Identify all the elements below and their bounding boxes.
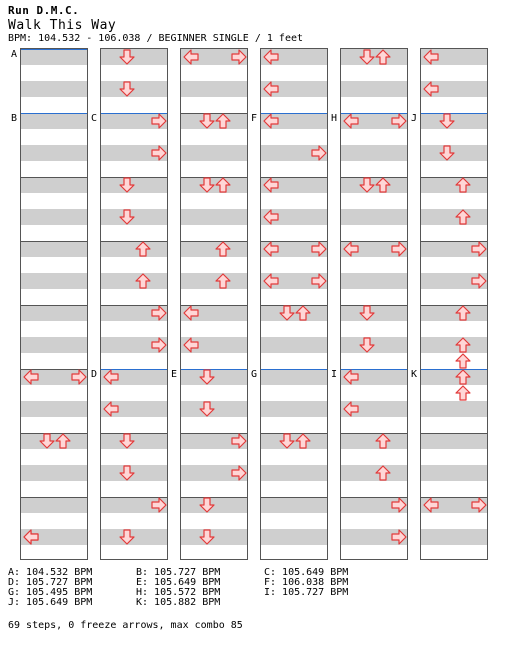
beat-stripe: [21, 305, 87, 321]
down-arrow-icon: [359, 337, 375, 353]
left-arrow-icon: [423, 497, 439, 513]
beat-stripe: [181, 209, 247, 225]
up-arrow-icon: [215, 113, 231, 129]
left-arrow-icon: [263, 273, 279, 289]
right-arrow-icon: [231, 433, 247, 449]
left-arrow-icon: [103, 369, 119, 385]
chart-column: [260, 48, 328, 560]
beat-stripe: [341, 81, 407, 97]
measure-line: [421, 177, 487, 178]
right-arrow-icon: [231, 465, 247, 481]
bpm-change-line: [421, 369, 487, 370]
down-arrow-icon: [199, 177, 215, 193]
beat-stripe: [21, 401, 87, 417]
left-arrow-icon: [263, 49, 279, 65]
up-arrow-icon: [295, 305, 311, 321]
beat-stripe: [421, 369, 487, 385]
right-arrow-icon: [471, 273, 487, 289]
beat-stripe: [181, 145, 247, 161]
left-arrow-icon: [103, 401, 119, 417]
up-arrow-icon: [455, 337, 471, 353]
left-arrow-icon: [343, 401, 359, 417]
bpm-marker-label: J: [411, 113, 418, 124]
measure-line: [21, 241, 87, 242]
beat-stripe: [421, 337, 487, 353]
up-arrow-icon: [215, 273, 231, 289]
left-arrow-icon: [263, 81, 279, 97]
song-title: Walk This Way: [8, 18, 117, 33]
left-arrow-icon: [263, 113, 279, 129]
bpm-marker-label: G: [251, 369, 258, 380]
up-arrow-icon: [455, 369, 471, 385]
measure-line: [181, 241, 247, 242]
measure-line: [21, 305, 87, 306]
bpm-entry: J: 105.649 BPM: [8, 597, 93, 608]
measure-line: [421, 305, 487, 306]
bpm-marker-label: C: [91, 113, 98, 124]
bpm-marker-label: B: [11, 113, 18, 124]
down-arrow-icon: [439, 113, 455, 129]
up-arrow-icon: [215, 241, 231, 257]
beat-stripe: [21, 209, 87, 225]
left-arrow-icon: [343, 241, 359, 257]
up-arrow-icon: [135, 241, 151, 257]
bpm-change-line: [21, 113, 87, 114]
bpm-marker-label: H: [331, 113, 338, 124]
measure-line: [101, 241, 167, 242]
beat-stripe: [261, 369, 327, 385]
artist-name: Run D.M.C.: [8, 4, 80, 17]
bpm-entry: K: 105.882 BPM: [136, 597, 221, 608]
beat-stripe: [21, 273, 87, 289]
chart-column: [20, 48, 88, 560]
beat-stripe: [181, 241, 247, 257]
beat-stripe: [421, 305, 487, 321]
beat-stripe: [421, 465, 487, 481]
beat-stripe: [181, 81, 247, 97]
measure-line: [21, 497, 87, 498]
bpm-entry: H: 105.572 BPM: [136, 587, 221, 598]
chart-header: [8, 4, 504, 45]
beat-stripe: [101, 273, 167, 289]
up-arrow-icon: [375, 177, 391, 193]
up-arrow-icon: [455, 305, 471, 321]
beat-stripe: [261, 465, 327, 481]
step-summary: 69 steps, 0 freeze arrows, max combo 85: [8, 620, 243, 631]
measure-line: [341, 433, 407, 434]
left-arrow-icon: [343, 369, 359, 385]
beat-stripe: [421, 433, 487, 449]
right-arrow-icon: [151, 337, 167, 353]
beat-stripe: [21, 81, 87, 97]
right-arrow-icon: [151, 305, 167, 321]
down-arrow-icon: [119, 209, 135, 225]
bpm-marker-label: D: [91, 369, 98, 380]
down-arrow-icon: [279, 305, 295, 321]
beat-stripe: [261, 497, 327, 513]
right-arrow-icon: [391, 241, 407, 257]
up-arrow-icon: [455, 209, 471, 225]
right-arrow-icon: [391, 113, 407, 129]
down-arrow-icon: [359, 177, 375, 193]
chart-column: [420, 48, 488, 560]
down-arrow-icon: [199, 369, 215, 385]
bpm-marker-label: F: [251, 113, 258, 124]
up-arrow-icon: [375, 49, 391, 65]
right-arrow-icon: [71, 369, 87, 385]
right-arrow-icon: [471, 241, 487, 257]
beat-stripe: [261, 401, 327, 417]
right-arrow-icon: [391, 497, 407, 513]
beat-stripe: [21, 241, 87, 257]
up-arrow-icon: [455, 353, 471, 369]
beat-stripe: [21, 465, 87, 481]
bpm-marker-label: A: [11, 49, 18, 60]
bpm-marker-label: I: [331, 369, 338, 380]
right-arrow-icon: [311, 273, 327, 289]
down-arrow-icon: [199, 113, 215, 129]
down-arrow-icon: [279, 433, 295, 449]
beat-stripe: [101, 241, 167, 257]
bpm-marker-label: K: [411, 369, 418, 380]
up-arrow-icon: [455, 385, 471, 401]
beat-stripe: [341, 145, 407, 161]
down-arrow-icon: [199, 401, 215, 417]
left-arrow-icon: [343, 113, 359, 129]
up-arrow-icon: [375, 465, 391, 481]
beat-stripe: [421, 177, 487, 193]
up-arrow-icon: [295, 433, 311, 449]
down-arrow-icon: [439, 145, 455, 161]
bpm-entry: F: 106.038 BPM: [264, 577, 349, 588]
beat-stripe: [341, 209, 407, 225]
bpm-entry: C: 105.649 BPM: [264, 567, 349, 578]
beat-stripe: [181, 273, 247, 289]
chart-column: [180, 48, 248, 560]
measure-line: [261, 497, 327, 498]
down-arrow-icon: [199, 529, 215, 545]
measure-line: [21, 177, 87, 178]
beat-stripe: [341, 465, 407, 481]
down-arrow-icon: [119, 529, 135, 545]
beat-stripe: [21, 337, 87, 353]
bpm-entry: B: 105.727 BPM: [136, 567, 221, 578]
left-arrow-icon: [183, 337, 199, 353]
right-arrow-icon: [311, 145, 327, 161]
beat-stripe: [341, 273, 407, 289]
bpm-entry: I: 105.727 BPM: [264, 587, 349, 598]
right-arrow-icon: [391, 529, 407, 545]
right-arrow-icon: [231, 49, 247, 65]
down-arrow-icon: [119, 465, 135, 481]
down-arrow-icon: [39, 433, 55, 449]
beat-stripe: [21, 497, 87, 513]
up-arrow-icon: [375, 433, 391, 449]
down-arrow-icon: [359, 305, 375, 321]
right-arrow-icon: [311, 241, 327, 257]
down-arrow-icon: [119, 49, 135, 65]
beat-stripe: [21, 177, 87, 193]
beat-stripe: [341, 433, 407, 449]
chart-column: [100, 48, 168, 560]
bpm-entry: E: 105.649 BPM: [136, 577, 221, 588]
down-arrow-icon: [199, 497, 215, 513]
bpm-marker-label: E: [171, 369, 178, 380]
left-arrow-icon: [263, 177, 279, 193]
bpm-change-line: [261, 369, 327, 370]
up-arrow-icon: [215, 177, 231, 193]
beat-stripe: [421, 209, 487, 225]
bpm-entry: G: 105.495 BPM: [8, 587, 93, 598]
down-arrow-icon: [359, 49, 375, 65]
right-arrow-icon: [151, 113, 167, 129]
left-arrow-icon: [263, 241, 279, 257]
up-arrow-icon: [135, 273, 151, 289]
left-arrow-icon: [23, 529, 39, 545]
up-arrow-icon: [55, 433, 71, 449]
down-arrow-icon: [119, 433, 135, 449]
left-arrow-icon: [423, 49, 439, 65]
beat-stripe: [261, 529, 327, 545]
up-arrow-icon: [455, 177, 471, 193]
bpm-entry: D: 105.727 BPM: [8, 577, 93, 588]
beat-stripe: [421, 401, 487, 417]
down-arrow-icon: [119, 81, 135, 97]
left-arrow-icon: [23, 369, 39, 385]
bpm-change-line: [21, 49, 87, 50]
chart-column: [340, 48, 408, 560]
beat-stripe: [21, 145, 87, 161]
left-arrow-icon: [183, 305, 199, 321]
right-arrow-icon: [151, 497, 167, 513]
right-arrow-icon: [471, 497, 487, 513]
beat-stripe: [21, 49, 87, 65]
beat-stripe: [421, 529, 487, 545]
beat-stripe: [21, 113, 87, 129]
down-arrow-icon: [119, 177, 135, 193]
right-arrow-icon: [151, 145, 167, 161]
chart-info: BPM: 104.532 - 106.038 / BEGINNER SINGLE / 1 feet: [8, 33, 304, 44]
left-arrow-icon: [183, 49, 199, 65]
bpm-entry: A: 104.532 BPM: [8, 567, 93, 578]
left-arrow-icon: [423, 81, 439, 97]
measure-line: [421, 433, 487, 434]
left-arrow-icon: [263, 209, 279, 225]
beat-stripe: [261, 337, 327, 353]
